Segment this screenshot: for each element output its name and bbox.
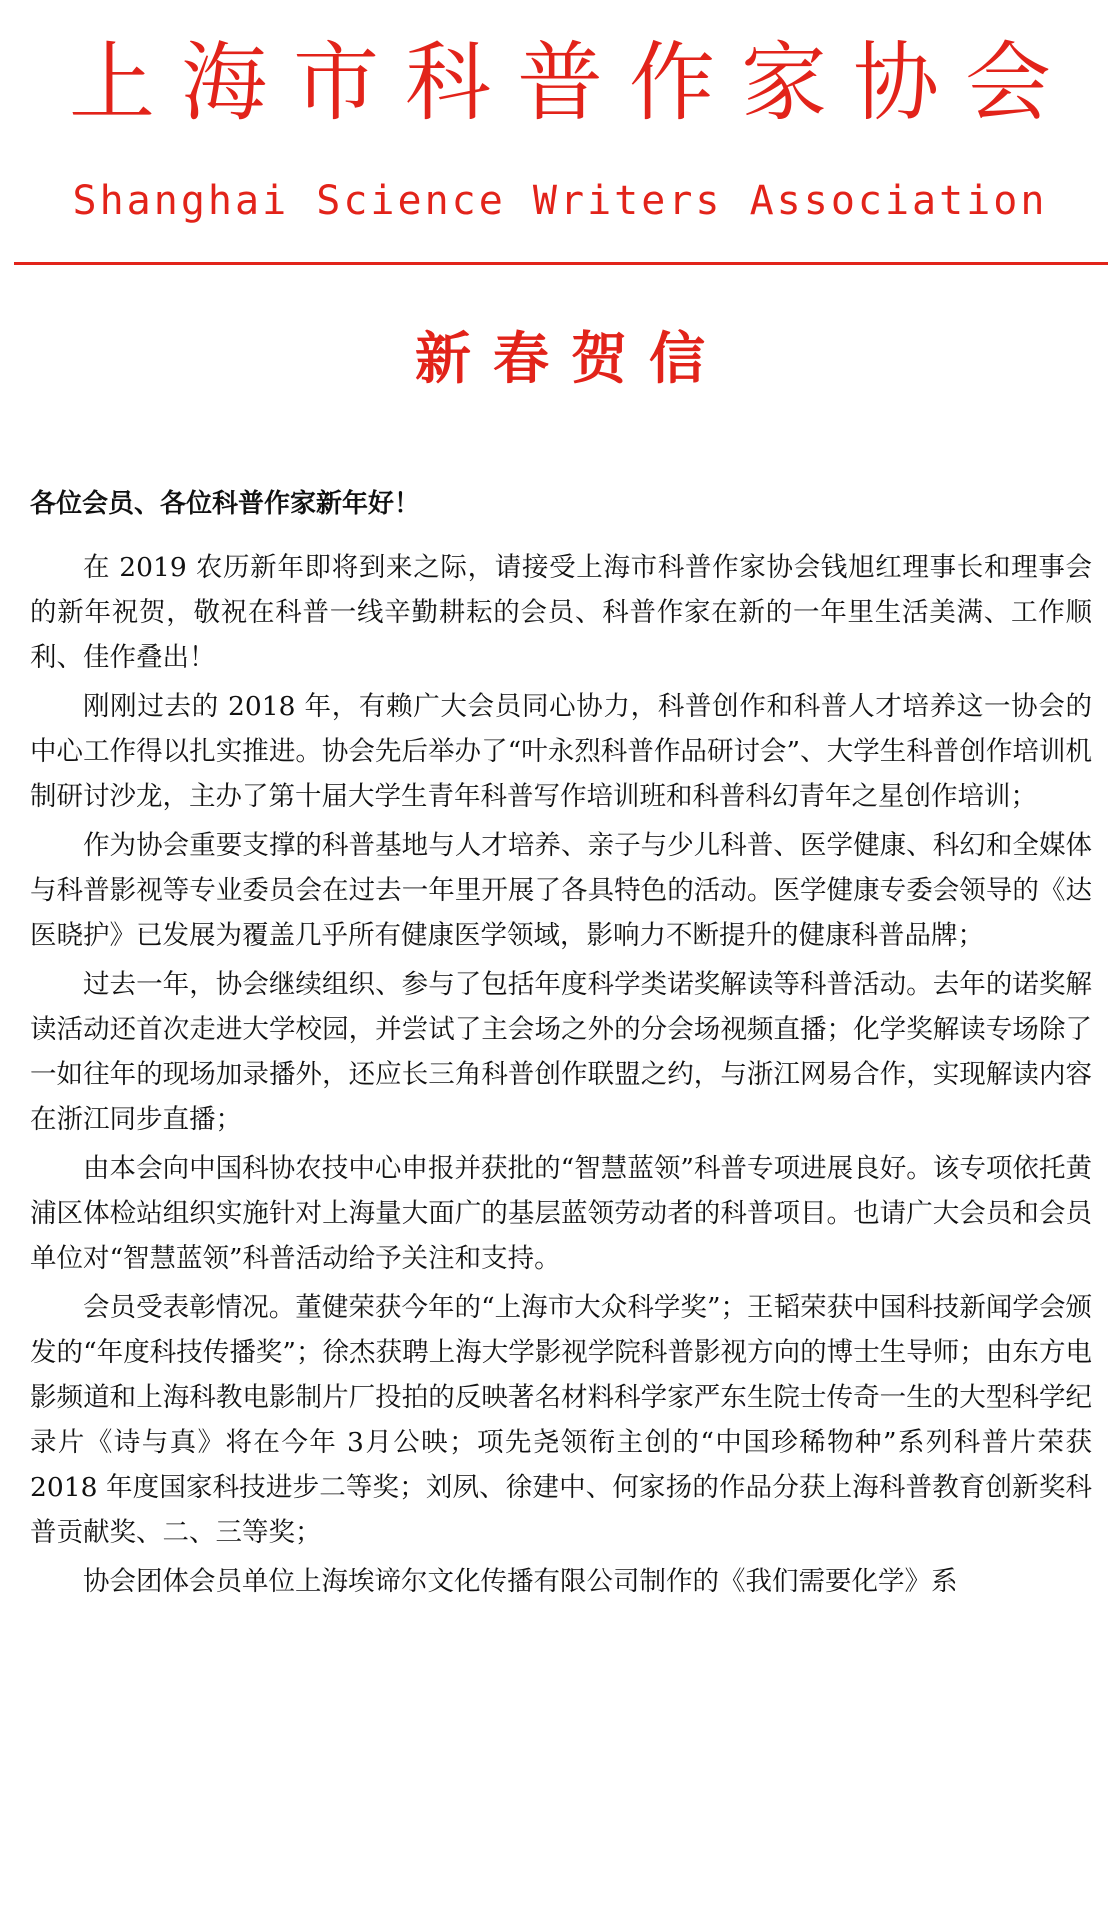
paragraph: 在 2019 农历新年即将到来之际，请接受上海市科普作家协会钱旭红理事长和理事会的新年祝贺，敬祝在科普一线辛勤耕耘的会员、科普作家在新的一年里生活美满、工作顺利、佳作叠出！ (30, 552, 1092, 673)
paragraph: 会员受表彰情况。董健荣获今年的“上海市大众科学奖”；王韬荣获中国科技新闻学会颁发的“年度科技传播奖”；徐杰获聘上海大学影视学院科普影视方向的博士生导师；由东方电影频道和上海科教电影制片厂投拍的反映著名材料科学家严东生院士传奇一生的大型科学纪录片《诗与真》将在今年 3月公映；项先尧领衔主创的“中国珍稀物种”系列科普片荣获 2018 年度国家科技进步二等奖；刘夙、徐建中、何家扬的作品分获上海科普教育创新奖科普贡献奖、二、三等奖； (30, 1292, 1092, 1548)
letter-body (30, 545, 1092, 1608)
paragraph: 由本会向中国科协农技中心申报并获批的“智慧蓝领”科普专项进展良好。该专项依托黄浦区体检站组织实施针对上海量大面广的基层蓝领劳动者的科普项目。也请广大会员和会员单位对“智慧蓝领”科普活动给予关注和支持。 (30, 1153, 1092, 1274)
header-divider (14, 262, 1108, 265)
paragraph: 过去一年，协会继续组织、参与了包括年度科学类诺奖解读等科普活动。去年的诺奖解读活动还首次走进大学校园，并尝试了主会场之外的分会场视频直播；化学奖解读专场除了一如往年的现场加录播外，还应长三角科普创作联盟之约，与浙江网易合作，实现解读内容在浙江同步直播； (30, 969, 1092, 1135)
paragraph: 协会团体会员单位上海埃谛尔文化传播有限公司制作的《我们需要化学》系 (83, 1566, 958, 1597)
org-name-chinese: 上海市科普作家协会 (69, 33, 1077, 133)
document-title: 新春贺信 (415, 327, 727, 392)
org-name-english: Shanghai Science Writers Association (72, 178, 1048, 224)
paragraph: 刚刚过去的 2018 年，有赖广大会员同心协力，科普创作和科普人才培养这一协会的中心工作得以扎实推进。协会先后举办了“叶永烈科普作品研讨会”、大学生科普创作培训机制研讨沙龙，主办了第十届大学生青年科普写作培训班和科普科幻青年之星创作培训； (30, 691, 1092, 812)
paragraph: 作为协会重要支撑的科普基地与人才培养、亲子与少儿科普、医学健康、科幻和全媒体与科普影视等专业委员会在过去一年里开展了各具特色的活动。医学健康专委会领导的《达医晓护》已发展为覆盖几乎所有健康医学领域，影响力不断提升的健康科普品牌； (30, 830, 1092, 951)
salutation: 各位会员、各位科普作家新年好！ (30, 489, 421, 519)
